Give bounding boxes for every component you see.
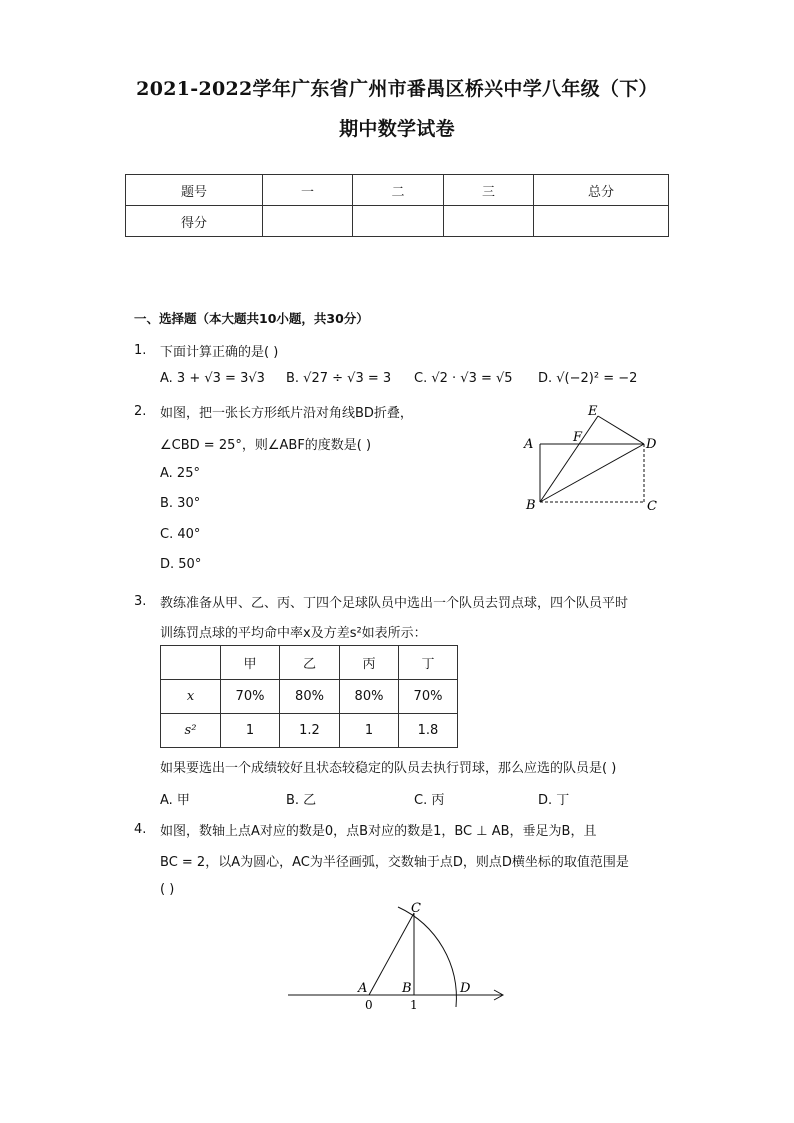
stats-header-cell: 乙	[280, 646, 340, 680]
stats-cell: 1.2	[280, 714, 340, 748]
stats-row-variance	[161, 714, 458, 748]
option-d: D. √(−2)² = −2	[538, 371, 638, 386]
exam-title-line2: 期中数学试卷	[339, 118, 455, 140]
question-stem: 下面计算正确的是( )	[160, 345, 279, 360]
label-f: F	[573, 430, 583, 445]
stats-row-label: x	[186, 689, 195, 704]
question-stem: 如果要选出一个成绩较好且状态较稳定的队员去执行罚球，那么应选的队员是( )	[160, 761, 617, 776]
question-stem: 如图，数轴上点A对应的数是0，点B对应的数是1，BC ⊥ AB，垂足为B，且	[160, 824, 597, 839]
stats-header-row	[161, 646, 458, 680]
number-line-diagram	[280, 895, 520, 1020]
stats-header-cell: 丁	[399, 646, 458, 680]
stats-cell: 70%	[399, 680, 458, 714]
option-c: C. √2 · √3 = √5	[414, 371, 513, 386]
label-d: D	[460, 981, 471, 996]
option-d: D. 50°	[160, 557, 202, 572]
question-stem: 教练准备从甲、乙、丙、丁四个足球队员中选出一个队员去罚点球，四个队员平时	[160, 596, 629, 611]
edge-ed	[598, 416, 644, 444]
score-header-cell: 三	[444, 175, 534, 206]
score-header-cell: 题号	[126, 175, 263, 206]
stats-header-cell: 丙	[340, 646, 399, 680]
score-header-cell: 总分	[534, 175, 669, 206]
stats-cell: 70%	[221, 680, 280, 714]
option-b: B. 乙	[286, 793, 317, 808]
stats-row-mean	[161, 680, 458, 714]
diagonal-bd	[540, 444, 644, 502]
score-header-cell: 二	[353, 175, 444, 206]
stats-cell: 1.8	[399, 714, 458, 748]
stats-table	[160, 645, 458, 748]
score-cell[interactable]	[534, 206, 669, 237]
tick-label-0: 0	[365, 998, 373, 1012]
exam-title-line1: 2021-2022学年广东省广州市番禺区桥兴中学八年级（下）	[136, 78, 658, 100]
stats-header-cell	[161, 646, 221, 680]
stats-header-cell: 甲	[221, 646, 280, 680]
option-c: C. 丙	[414, 793, 445, 808]
label-a: A	[524, 437, 534, 452]
question-stem: ∠CBD = 25°，则∠ABF的度数是( )	[160, 438, 372, 453]
option-c: C. 40°	[160, 527, 201, 542]
score-header-cell: 一	[263, 175, 353, 206]
score-row-label: 得分	[126, 206, 263, 237]
stats-cell: 80%	[280, 680, 340, 714]
score-header-row	[126, 175, 669, 206]
option-d: D. 丁	[538, 793, 570, 808]
question-number: 3.	[134, 594, 147, 609]
edge-be	[540, 416, 598, 502]
fold-diagram	[520, 400, 670, 520]
score-row	[126, 206, 669, 237]
score-cell[interactable]	[353, 206, 444, 237]
score-cell[interactable]	[263, 206, 353, 237]
question-number: 4.	[134, 822, 147, 837]
label-c: C	[411, 901, 421, 916]
question-stem: BC = 2，以A为圆心，AC为半径画弧，交数轴于点D，则点D横坐标的取值范围是	[160, 855, 629, 870]
stats-row-label: s²	[184, 723, 197, 738]
tick-label-1: 1	[410, 998, 418, 1012]
stats-cell: 1	[340, 714, 399, 748]
label-a: A	[358, 981, 368, 996]
label-d: D	[646, 437, 657, 452]
question-number: 1.	[134, 343, 147, 358]
question-number: 2.	[134, 404, 147, 419]
label-b: B	[526, 498, 536, 513]
option-b: B. √27 ÷ √3 = 3	[286, 371, 392, 386]
stats-cell: 80%	[340, 680, 399, 714]
question-stem: ( )	[160, 882, 175, 897]
question-stem: 如图，把一张长方形纸片沿对角线BD折叠，	[160, 406, 413, 421]
score-table	[125, 174, 669, 237]
label-e: E	[588, 404, 598, 419]
option-a: A. 甲	[160, 793, 190, 808]
option-a: A. 3 + √3 = 3√3	[160, 371, 265, 386]
option-b: B. 30°	[160, 496, 201, 511]
option-a: A. 25°	[160, 466, 200, 481]
label-b: B	[402, 981, 412, 996]
stats-cell: 1	[221, 714, 280, 748]
question-stem: 训练罚点球的平均命中率x及方差s²如表所示：	[160, 626, 427, 641]
label-c: C	[647, 499, 657, 514]
score-cell[interactable]	[444, 206, 534, 237]
section-heading: 一、选择题（本大题共10小题，共30分）	[134, 311, 369, 326]
